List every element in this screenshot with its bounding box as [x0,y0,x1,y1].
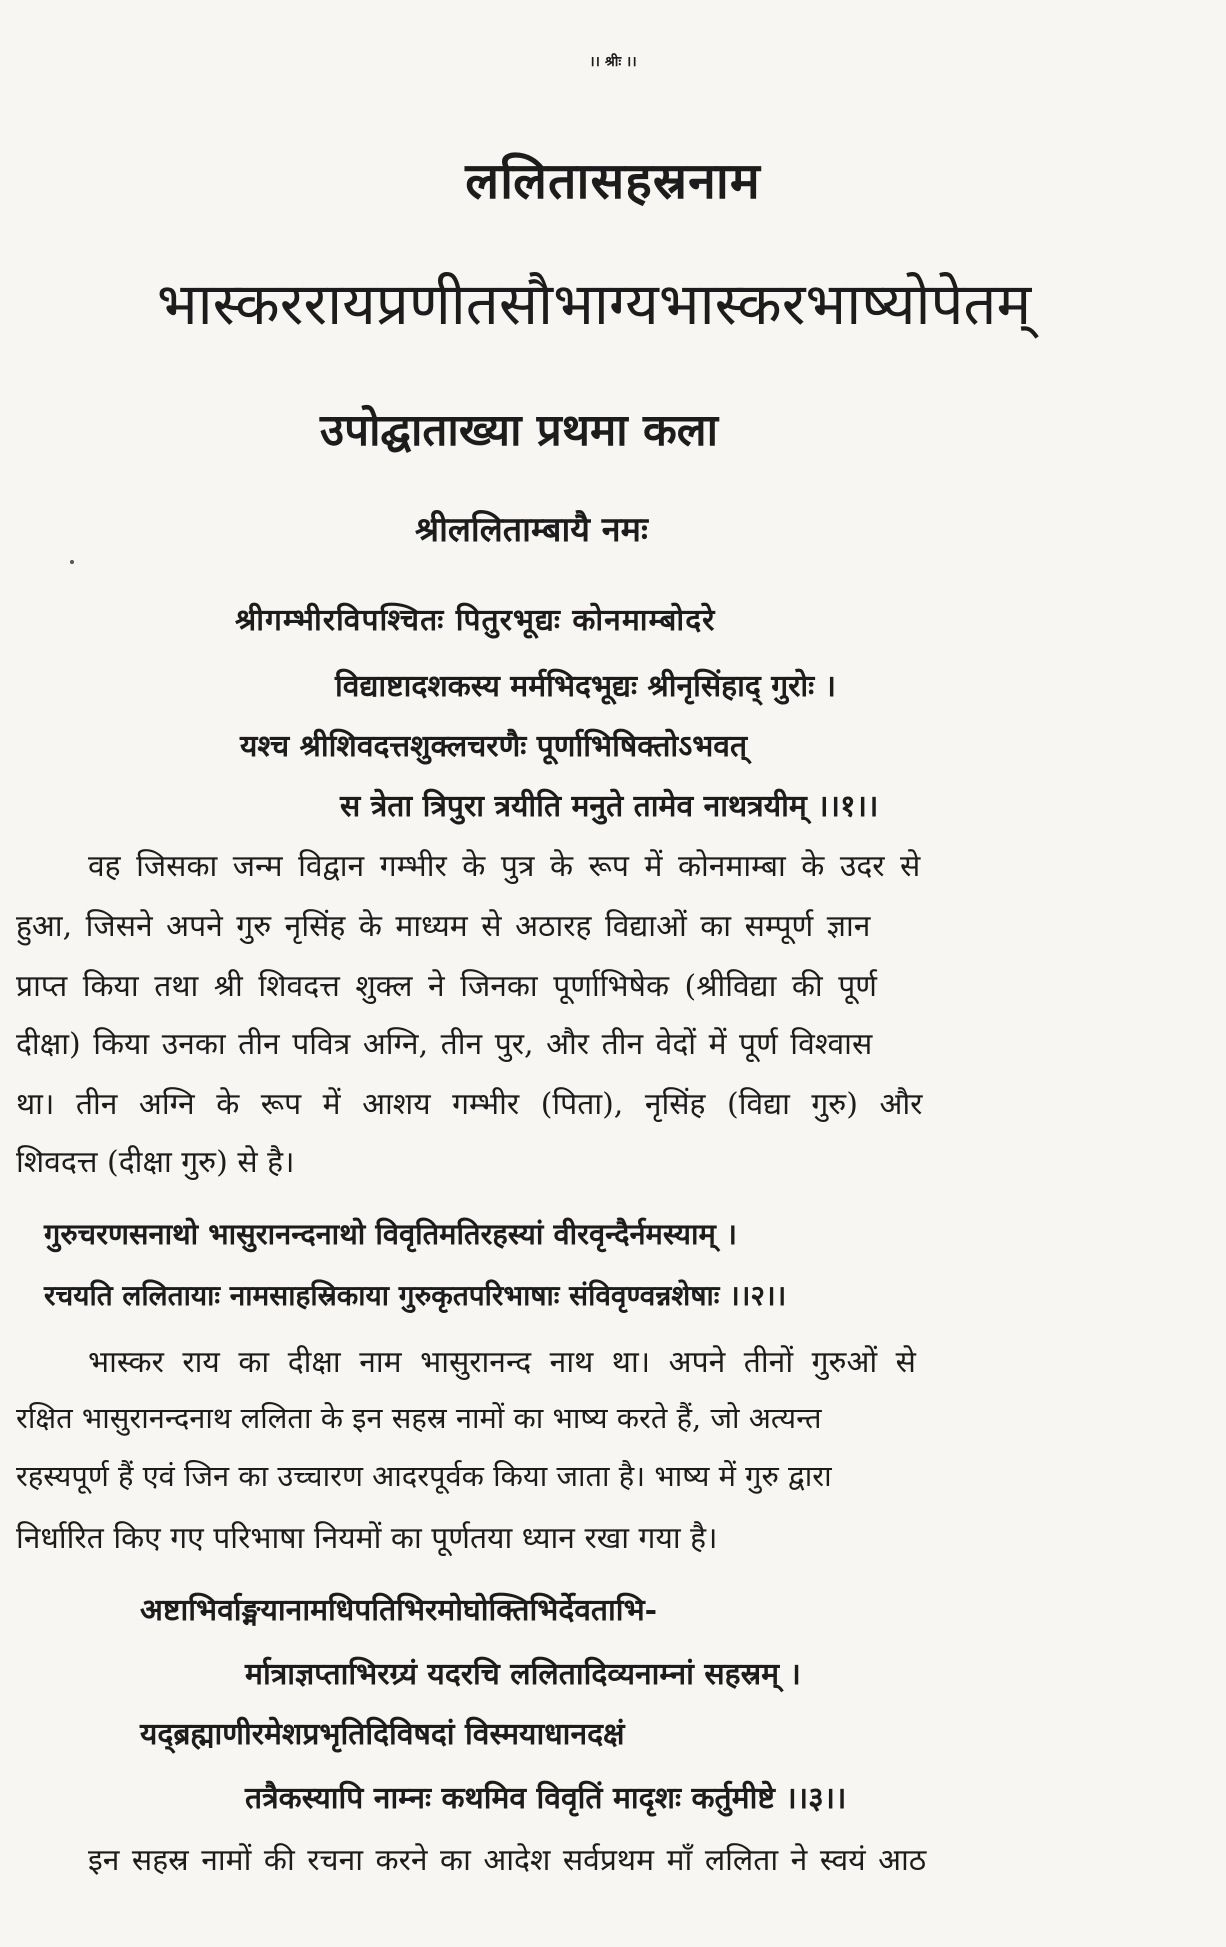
prose-line: रहस्यपूर्ण हैं एवं जिन का उच्चारण आदरपूर्वक किया जाता है। भाष्य में गुरु द्वारा [16,1459,832,1493]
prose-line: था। तीन अग्नि के रूप में आशय गम्भीर (पिता), नृसिंह (विद्या गुरु) और [16,1087,923,1122]
salutation: श्रीललिताम्बायै नमः [415,510,648,550]
subtitle: भास्कररायप्रणीतसौभाग्यभास्करभाष्योपेतम् [156,270,1032,338]
verse-line: गुरुचरणसनाथो भासुरानन्दनाथो विवृतिमतिरहस्यां वीरवृन्दैर्नमस्याम् । [44,1217,737,1251]
prose-line: शिवदत्त (दीक्षा गुरु) से है। [16,1145,295,1180]
prose-line: भास्कर राय का दीक्षा नाम भासुरानन्द नाथ था। अपने तीनों गुरुओं से [88,1345,916,1380]
verse-line: यद्ब्रह्माणीरमेशप्रभृतिदिविषदां विस्मयाधानदक्षं [140,1717,625,1752]
prose-line: प्राप्त किया तथा श्री शिवदत्त शुक्ल ने जिनका पूर्णाभिषेक (श्रीविद्या की पूर्ण [16,969,877,1004]
verse-line: र्मात्राज्ञप्ताभिरग्र्यं यदरचि ललितादिव्यनाम्नां सहस्रम् । [245,1657,801,1692]
prose-line: वह जिसका जन्म विद्वान गम्भीर के पुत्र के रूप में कोनमाम्बा के उदर से [88,849,921,884]
verse-line: यश्च श्रीशिवदत्तशुक्लचरणैः पूर्णाभिषिक्तोऽभवत् [240,729,748,764]
verse-line: अष्टाभिर्वाङ्मयानामधिपतिभिरमोघोक्तिभिर्देवताभि- [140,1593,658,1628]
prose-line: इन सहस्र नामों की रचना करने का आदेश सर्वप्रथम माँ ललिता ने स्वयं आठ [88,1843,927,1878]
prose-line: रक्षित भासुरानन्दनाथ ललिता के इन सहस्र नामों का भाष्य करते हैं, जो अत्यन्त [16,1401,822,1435]
chapter-heading: उपोद्घाताख्या प्रथमा कला [320,405,718,456]
prose-line: दीक्षा) किया उनका तीन पवित्र अग्नि, तीन पुर, और तीन वेदों में पूर्ण विश्वास [16,1027,873,1062]
verse-line: रचयति ललितायाः नामसाहस्रिकाया गुरुकृतपरिभाषाः संविवृण्वन्नशेषाः ।।२।। [44,1279,787,1312]
prose-line: निर्धारित किए गए परिभाषा नियमों का पूर्णतया ध्यान रखा गया है। [16,1521,718,1556]
ink-speck [70,560,74,564]
prose-line: हुआ, जिसने अपने गुरु नृसिंह के माध्यम से अठारह विद्याओं का सम्पूर्ण ज्ञान [16,909,871,944]
verse-line: श्रीगम्भीरविपश्चितः पितुरभूद्यः कोनमाम्बोदरे [235,603,716,638]
page-title: ललितासहस्रनाम [465,151,761,210]
verse-line: स त्रेता त्रिपुरा त्रयीति मनुते तामेव नाथत्रयीम् ।।१।। [340,789,879,824]
verse-line: तत्रैकस्यापि नाम्नः कथमिव विवृतिं मादृशः कर्तुमीष्टे ।।३।। [245,1781,847,1816]
verse-line: विद्याष्टादशकस्य मर्मभिदभूद्यः श्रीनृसिंहाद् गुरोः । [335,669,837,704]
invocation: ।। श्रीः ।। [589,54,637,70]
